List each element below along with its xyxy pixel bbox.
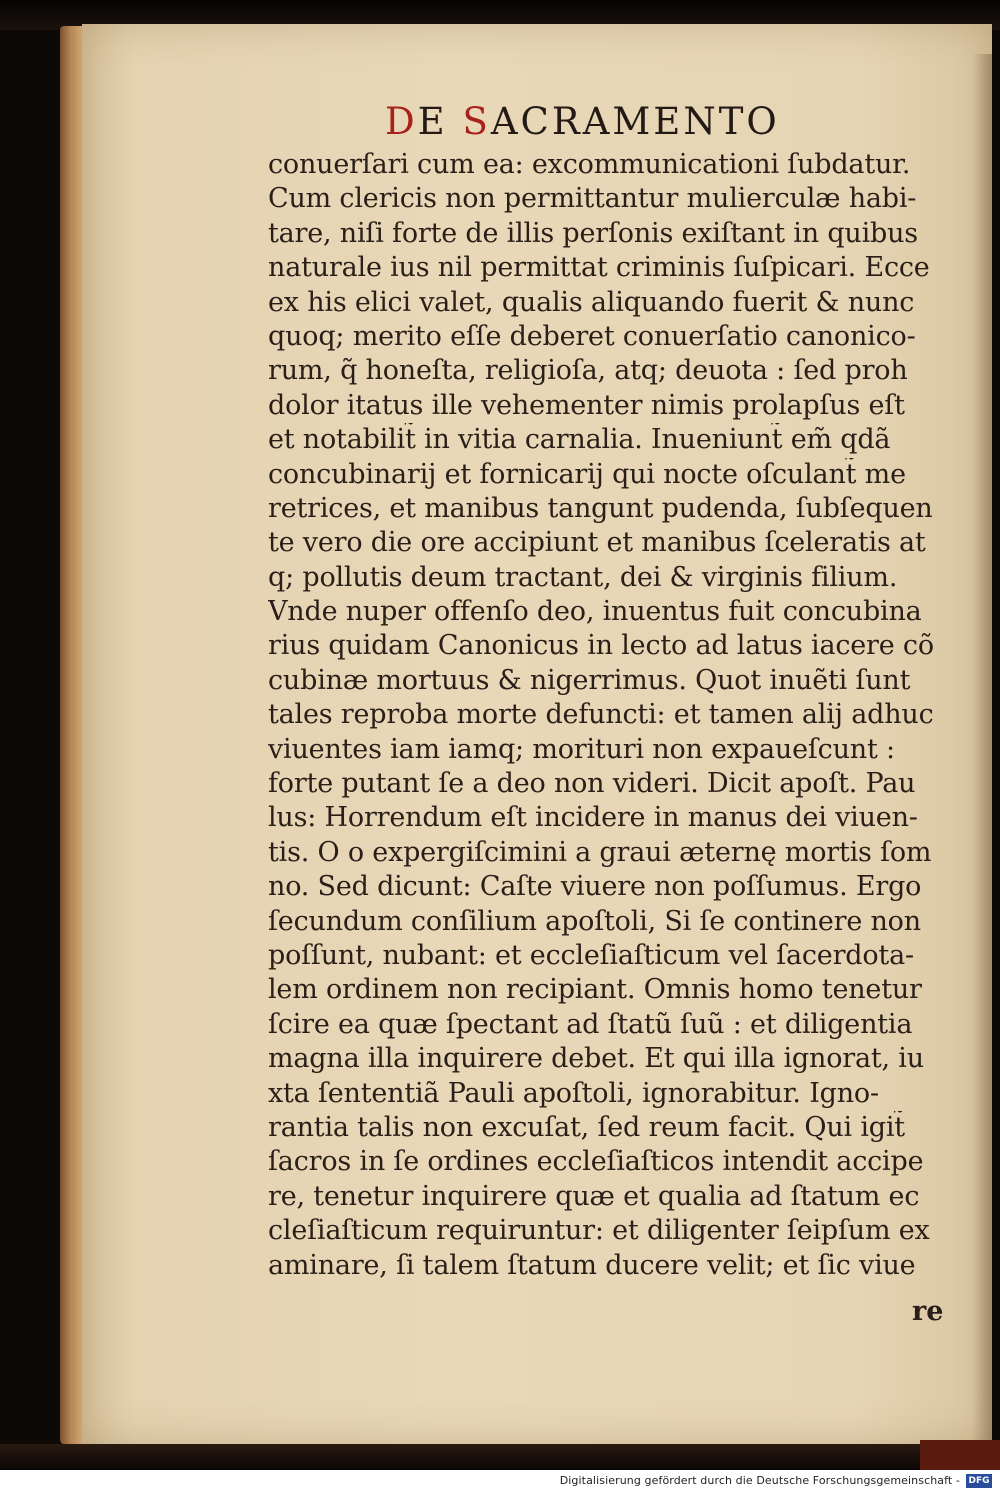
book-cover-corner (920, 1440, 1000, 1470)
text-line: no. Sed dicunt: Caſte viuere non poſſumus. Ergo (268, 871, 922, 903)
page-gutter-shadow (972, 54, 992, 1464)
text-line: tales reproba morte defuncti: et tamen alij adhuc (268, 699, 934, 731)
text-line: dolor itatus ille vehementer nimis prolapſus eſt (268, 389, 905, 421)
text-line: lem ordinem non recipiant. Omnis homo tenetur (268, 974, 922, 1006)
text-line: ſacros in ſe ordines eccleſiaſticos intendit accipe (268, 1146, 924, 1178)
header-word-de-rest: E (417, 100, 448, 143)
text-line: quoq; merito eſſe deberet conuerſatio canonico- (268, 320, 916, 352)
text-line: q; pollutis deum tractant, dei & virginis filium. (268, 561, 898, 593)
text-line: rum, q̃ honeſta, religioſa, atq; deuota : ſed proh (268, 355, 908, 387)
text-line: forte putant ſe a deo non videri. Dicit apoſt. Pau (268, 768, 916, 800)
text-line: lus: Horrendum eſt incidere in manus dei viuen- (268, 802, 918, 834)
text-line: ſecundum conſilium apoſtoli, Si ſe continere non (268, 905, 921, 937)
scan-background-bottom (0, 1444, 1000, 1470)
text-line: rantia talis non excuſat, ſed reum facit. Qui igit̃ (268, 1111, 905, 1143)
text-line: te vero die ore accipiunt et manibus ſceleratis at (268, 527, 926, 559)
header-initial-d: D (385, 100, 418, 143)
text-line: magna illa inquirere debet. Et qui illa ignorat, iu (268, 1043, 924, 1075)
text-line: rius quidam Canonicus in lecto ad latus iacere cõ (268, 630, 934, 662)
text-line: poſſunt, nubant: et eccleſiaſticum vel ſacerdota- (268, 939, 914, 971)
text-line: Vnde nuper offenſo deo, inuentus fuit concubina (268, 596, 922, 628)
text-line: aminare, ſi talem ſtatum ducere velit; et ſic viue (268, 1249, 916, 1281)
catchword: re (912, 1296, 944, 1327)
text-line: conuerſari cum ea: excommunicationi ſubdatur. (268, 149, 911, 180)
footer-credit: Digitalisierung gefördert durch die Deutsche Forschungsgemeinschaft - (559, 1474, 960, 1487)
text-line: et notabilit̃ in vitia carnalia. Inueniunt̃ em̃ qdã (268, 424, 891, 456)
text-line: tare, niſi forte de illis perſonis exiſtant in quibus (268, 217, 918, 249)
text-line: tis. O o expergiſcimini a graui æternę mortis ſom (268, 836, 932, 868)
text-line: ſcire ea quæ ſpectant ad ſtatũ ſuũ : et diligentia (268, 1008, 913, 1040)
dfg-logo: DFG (966, 1474, 992, 1488)
text-line: xta ſententiã Pauli apoſtoli, ignorabitur. Igno- (268, 1077, 879, 1109)
text-line: concubinarij et fornicarij qui nocte oſculant̃ me (268, 458, 906, 490)
header-initial-s: S (462, 100, 491, 143)
text-line: ex his elici valet, qualis aliquando fuerit & nunc (268, 286, 915, 318)
text-line: viuentes iam iamq; morituri non expaueſcunt : (268, 733, 895, 765)
text-line: cleſiaſticum requiruntur: et diligenter ſeipſum ex (268, 1215, 930, 1247)
header-word-sacramento-rest: ACRAMENTO (490, 100, 780, 143)
text-line: retrices, et manibus tangunt pudenda, ſubſequen (268, 492, 933, 524)
body-text (268, 148, 948, 1283)
running-header (385, 100, 780, 143)
text-line: re, tenetur inquirere quæ et qualia ad ſtatum ec (268, 1180, 920, 1212)
text-line: Cum clericis non permittantur mulierculæ habi- (268, 183, 917, 215)
text-line: naturale ius nil permittat criminis ſuſpicari. Ecce (268, 252, 930, 284)
text-line: cubinæ mortuus & nigerrimus. Quot inuẽti ſunt (268, 664, 911, 696)
